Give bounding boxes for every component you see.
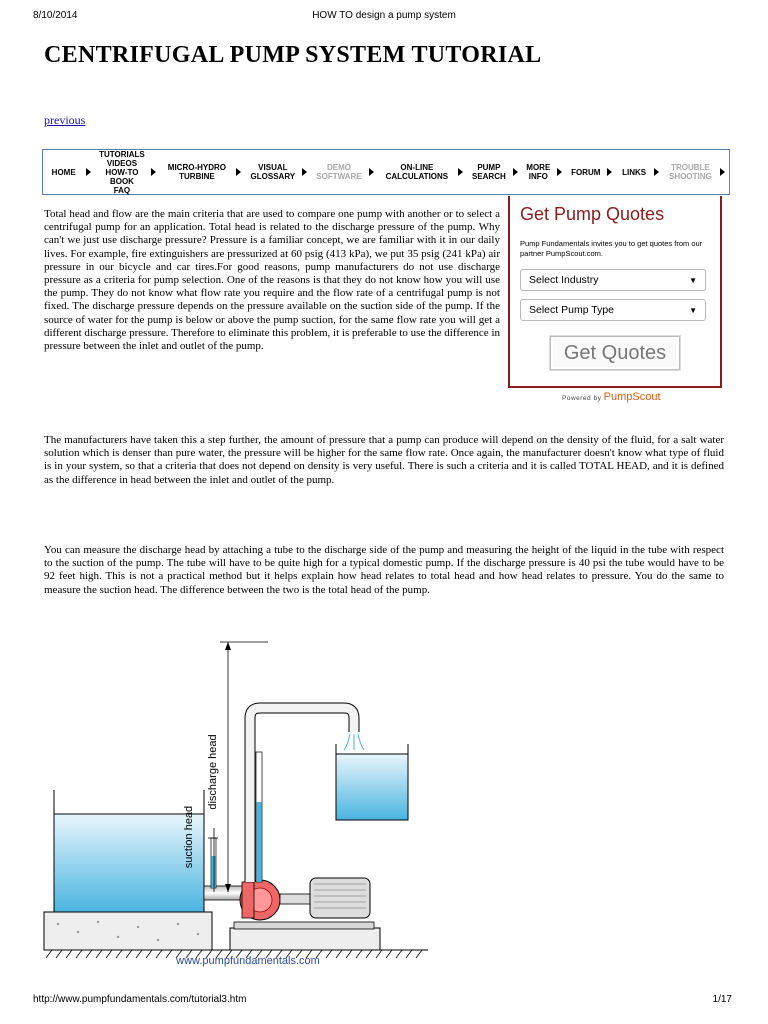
nav-home[interactable]: HOME bbox=[51, 167, 76, 177]
quote-title: Get Pump Quotes bbox=[520, 204, 665, 224]
paragraph-density: The manufacturers have taken this a step further, the amount of pressure that a pump can produce will depend on the density of the fluid, for a salt water solution which is denser than pure water, the pressure will be higher for the same flow rate. Once again, the manufacturer doesn't know what type of fluid is in your system, so that a criteria that does not depend on density is very useful. There is such a criteria and it is called TOTAL HEAD, and it is defined as the difference in head between the inlet and outlet of the pump. bbox=[44, 434, 724, 486]
footer-url: http://www.pumpfundamentals.com/tutorial3.htm bbox=[33, 994, 247, 1005]
get-quotes-button[interactable]: Get Quotes bbox=[550, 336, 680, 370]
paragraph-measure-head: You can measure the discharge head by attaching a tube to the discharge side of the pump and measuring the height of the liquid in the tube with respect to the suction of the pump. The tube will have to be quite high for a typical domestic pump. If the discharge pressure is 40 psi the tube would have to be 92 feet high. This is not a practical method but it helps explain how head relates to total head and how head relates to pressure. You do the same to measure the suction head. The difference between the two is the total head of the pump. bbox=[44, 544, 724, 596]
water-jet bbox=[344, 734, 364, 750]
nav-arrow-icon bbox=[557, 168, 562, 176]
select-pump-type[interactable]: Select Pump Type ▼ bbox=[520, 299, 706, 321]
pump-base bbox=[230, 928, 380, 950]
nav-visual-glossary[interactable]: VISUAL GLOSSARY bbox=[250, 163, 296, 181]
nav-arrow-icon bbox=[86, 168, 91, 176]
nav-arrow-icon bbox=[607, 168, 612, 176]
paragraph-total-head: Total head and flow are the main criteria that are used to compare one pump with another or to select a centrifugal pump for an application. Total head is related to the discharge pressure of the pump. Why can't we just use discharge pressure? Pressure is a familiar concept, we are familiar with it in our daily lives. For example, fire extinguishers are pressurized at 60 psig (413 kPa), we put 35 psig (241 kPa) air pressure in our bicycle and car tires.For good reasons, pump manufacturers do not use discharge pressure as a criteria for pump selection. One of the reasons is that they do not know how you will use the pump. They do not know what flow rate you require and the flow rate of a centrifugal pump is not fixed. The discharge pressure depends on the pressure available on the suction side of the pump. If the source of water for the pump is below or above the pump suction, for the same flow rate you will get a different discharge pressure. Therefore to eliminate this problem, it is preferable to use the difference in pressure between the inlet and outlet of the pump. bbox=[44, 208, 500, 353]
nav-arrow-icon bbox=[369, 168, 374, 176]
print-date: 8/10/2014 bbox=[33, 10, 78, 21]
select-industry[interactable]: Select Industry ▼ bbox=[520, 269, 706, 291]
nav-arrow-icon bbox=[458, 168, 463, 176]
quote-widget bbox=[508, 196, 722, 388]
powered-by[interactable]: Powered by PumpScout bbox=[562, 391, 661, 403]
nav-arrow-icon bbox=[151, 168, 156, 176]
nav-micro-hydro[interactable]: MICRO-HYDRO TURBINE bbox=[167, 163, 227, 181]
quote-subtitle: Pump Fundamentals invites you to get quotes from our partner PumpScout.com. bbox=[520, 239, 703, 258]
nav-more-info[interactable]: MORE INFO bbox=[526, 163, 551, 181]
nav-arrow-icon bbox=[720, 168, 725, 176]
source-tank-water bbox=[54, 814, 204, 912]
discharge-tube-water bbox=[257, 802, 262, 882]
nav-arrow-icon bbox=[236, 168, 241, 176]
pump-shaft bbox=[280, 894, 310, 904]
nav-arrow-icon bbox=[302, 168, 307, 176]
pumpscout-logo: PumpScout bbox=[603, 391, 661, 403]
destination-tank bbox=[336, 754, 408, 820]
website-label: www.pumpfundamentals.com bbox=[176, 955, 320, 967]
nav-bar bbox=[42, 149, 730, 195]
chevron-down-icon: ▼ bbox=[689, 305, 697, 315]
print-title: HOW TO design a pump system bbox=[312, 10, 456, 21]
nav-arrow-icon bbox=[654, 168, 659, 176]
nav-pump-search[interactable]: PUMP SEARCH bbox=[471, 163, 506, 181]
nav-trouble-shooting[interactable]: TROUBLE SHOOTING bbox=[669, 163, 712, 181]
suction-tube-water bbox=[212, 856, 216, 888]
nav-online-calculations[interactable]: ON-LINE CALCULATIONS bbox=[385, 163, 449, 181]
page-number: 1/17 bbox=[712, 994, 732, 1005]
pump-head-diagram bbox=[38, 632, 438, 972]
tank-base bbox=[44, 912, 212, 950]
nav-forum[interactable]: FORUM bbox=[571, 167, 601, 177]
suction-head-label: suction head bbox=[183, 805, 195, 869]
nav-links[interactable]: LINKS bbox=[622, 167, 647, 177]
previous-link[interactable]: previous bbox=[44, 113, 86, 127]
nav-tutorials[interactable]: TUTORIALS VIDEOS HOW-TO BOOK FAQ bbox=[99, 149, 145, 195]
page-title: CENTRIFUGAL PUMP SYSTEM TUTORIAL bbox=[44, 42, 542, 68]
nav-demo-software[interactable]: DEMO SOFTWARE bbox=[316, 163, 362, 181]
discharge-head-label: discharge head bbox=[207, 734, 219, 810]
nav-arrow-icon bbox=[513, 168, 518, 176]
chevron-down-icon: ▼ bbox=[689, 275, 697, 285]
